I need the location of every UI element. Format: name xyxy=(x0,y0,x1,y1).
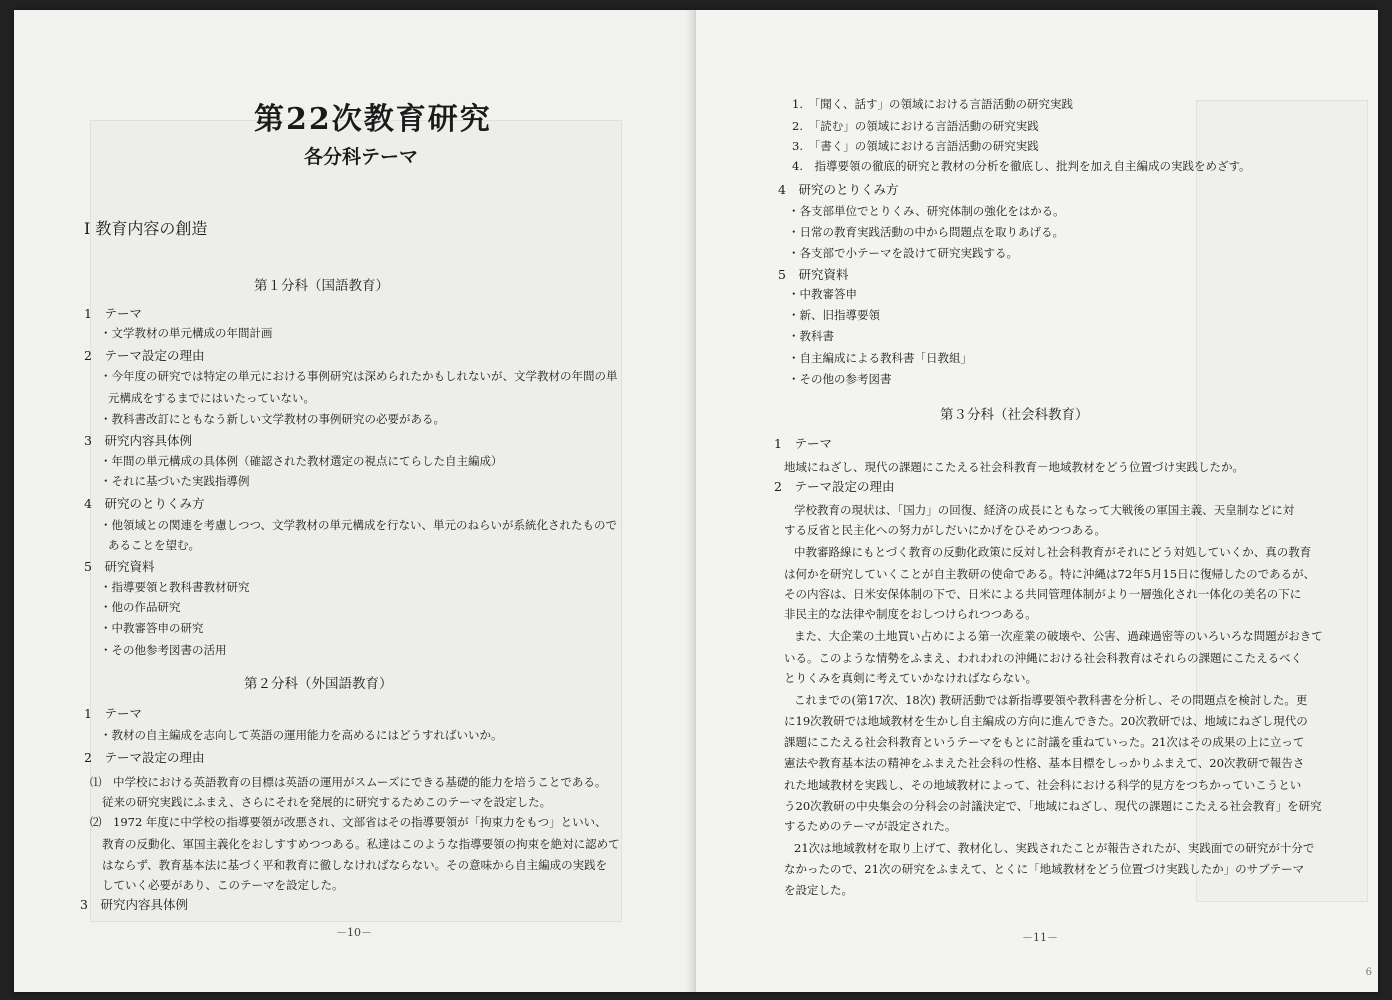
body-line: 非民主的な法律や制度をおしつけられつつある。 xyxy=(784,607,1037,621)
body-line: とりくみを真剣に考えていかなければならない。 xyxy=(784,671,1037,685)
body-line: その内容は、日米安保体制の下で、日米による共同管理体制がより一層強化され一体化の美名の下に xyxy=(784,587,1302,601)
body-line: ・自主編成による教科書「日教組」 xyxy=(788,351,972,365)
section-heading: 1 テーマ xyxy=(774,436,832,451)
left-page xyxy=(14,10,694,992)
body-line: ・新、旧指導要領 xyxy=(788,308,880,322)
body-line: 地域にねざし、現代の課題にこたえる社会科教育－地域教材をどう位置づけ実践したか。 xyxy=(784,460,1244,474)
section-heading: 1 テーマ xyxy=(84,306,142,321)
body-line: 従来の研究実践にふまえ、さらにそれを発展的に研究するためこのテーマを設定した。 xyxy=(102,795,552,809)
section-heading: 3 研究内容具体例 xyxy=(84,433,192,448)
section-heading: 5 研究資料 xyxy=(778,267,849,282)
body-line: していく必要があり、このテーマを設定した。 xyxy=(102,878,344,892)
body-line: 3. 「書く」の領域における言語活動の研究実践 xyxy=(792,139,1039,153)
body-line: ・教科書 xyxy=(788,329,834,343)
right-page xyxy=(696,10,1378,992)
body-line: に19次教研では地域教材を生かし自主編成の方向に進んできた。20次教研では、地域にねざし現代の xyxy=(784,714,1308,728)
book-spread xyxy=(14,10,1378,992)
body-line: ・各支部単位でとりくみ、研究体制の強化をはかる。 xyxy=(788,204,1065,218)
body-line: 教育の反動化、軍国主義化をおしすすめつつある。私達はこのような指導要領の拘束を絶対に認めて xyxy=(102,837,620,851)
body-line: あることを望む。 xyxy=(108,538,200,552)
body-line: する反省と民主化への努力がしだいにかげをひそめつつある。 xyxy=(784,523,1106,537)
page-subtitle: 各分科テーマ xyxy=(304,146,419,168)
page-title: 第22次教育研究 xyxy=(254,102,492,137)
body-line: は何かを研究していくことが自主教研の使命である。特に沖縄は72年5月15日に復帰したのであるが、 xyxy=(784,567,1316,581)
body-line: これまでの(第17次、18次) 教研活動では新指導要領や教科書を分析し、その問題点を検討した。更 xyxy=(794,693,1308,707)
body-line: ・他領域との関連を考慮しつつ、文学教材の単元構成を行ない、単元のねらいが系統化されたもので xyxy=(100,518,618,532)
body-line: はならず、教育基本法に基づく平和教育に徹しなければならない。その意味から自主編成の実践を xyxy=(102,858,608,872)
body-line: 元構成をするまでにはいたっていない。 xyxy=(108,391,315,405)
body-line: ・文学教材の単元構成の年間計画 xyxy=(100,326,273,340)
body-line: ・年間の単元構成の具体例（確認された教材選定の視点にてらした自主編成） xyxy=(100,454,503,468)
body-line: 学校教育の現状は、「国力」の回復、経済の成長にともなって大戦後の軍国主義、天皇制などに対 xyxy=(794,503,1295,517)
body-line: ・他の作品研究 xyxy=(100,600,181,614)
subject-heading-3: 第３分科（社会科教育） xyxy=(940,407,1089,423)
chapter-heading: Ⅰ 教育内容の創造 xyxy=(84,219,208,238)
body-line: ・その他参考図書の活用 xyxy=(100,643,227,657)
section-heading: 3 研究内容具体例 xyxy=(80,897,188,912)
section-heading: 2 テーマ設定の理由 xyxy=(84,750,205,765)
body-line: ・今年度の研究では特定の単元における事例研究は深められたかもしれないが、文学教材の年間の単 xyxy=(100,369,618,383)
body-line: ・指導要領と教科書教材研究 xyxy=(100,580,250,594)
body-line: ⑵ 1972 年度に中学校の指導要領が改悪され、文部省はその指導要領が「拘束力をもつ」といい、 xyxy=(90,815,607,829)
body-line: 1. 「聞く、話す」の領域における言語活動の研究実践 xyxy=(792,97,1073,111)
body-line: また、大企業の土地買い占めによる第一次産業の破壊や、公害、過疎過密等のいろいろな問題がおきて xyxy=(794,629,1323,643)
body-line: れた地域教材を実践し、その地域教材によって、社会科における科学的見方をつちかっていこうとい xyxy=(784,778,1302,792)
body-line: 憲法や教育基本法の精神をふまえた社会科の性格、基本目標をしっかりふまえて、20次教研で報告さ xyxy=(784,756,1305,770)
body-line: ・教科書改訂にともなう新しい文学教材の事例研究の必要がある。 xyxy=(100,412,445,426)
body-line: するためのテーマが設定された。 xyxy=(784,819,957,833)
body-line: 4. 指導要領の徹底的研究と教材の分析を徹底し、批判を加え自主編成の実践をめざす。 xyxy=(792,159,1251,173)
page-number: －10－ xyxy=(336,926,372,939)
section-heading: 2 テーマ設定の理由 xyxy=(84,348,205,363)
body-line: ・日常の教育実践活動の中から問題点を取りあげる。 xyxy=(788,225,1064,239)
body-line: ・中教審答申の研究 xyxy=(100,621,204,635)
subject-heading-2: 第２分科（外国語教育） xyxy=(244,676,393,692)
page-number: －11－ xyxy=(1022,931,1058,944)
corner-mark: 6 xyxy=(1365,967,1372,978)
body-line: う20次教研の中央集会の分科会の討議決定で、「地域にねざし、現代の課題にこたえる社会教育」を研究 xyxy=(784,799,1322,813)
section-heading: 4 研究のとりくみ方 xyxy=(84,496,205,511)
body-line: 21次は地域教材を取り上げて、教材化し、実践されたことが報告されたが、実践面での研究が十分で xyxy=(794,841,1315,855)
body-line: ・中教審答申 xyxy=(788,287,857,301)
body-line: ⑴ 中学校における英語教育の目標は英語の運用がスムーズにできる基礎的能力を培うことである。 xyxy=(90,775,607,789)
body-line: ・その他の参考図書 xyxy=(788,372,892,386)
body-line: ・各支部で小テーマを設けて研究実践する。 xyxy=(788,246,1018,260)
body-line: 2. 「読む」の領域における言語活動の研究実践 xyxy=(792,119,1039,133)
body-line: いる。このような情勢をふまえ、われわれの沖縄における社会科教育はそれらの課題にこたえるべく xyxy=(784,651,1303,665)
body-line: 課題にこたえる社会科教育というテーマをもとに討議を重ねていった。21次はその成果の上に立って xyxy=(784,735,1305,749)
body-line: ・それに基づいた実践指導例 xyxy=(100,474,250,488)
body-line: を設定した。 xyxy=(784,883,853,897)
section-heading: 1 テーマ xyxy=(84,706,142,721)
body-line: なかったので、21次の研究をふまえて、とくに「地域教材をどう位置づけ実践したか」のサブテーマ xyxy=(784,862,1305,876)
section-heading: 4 研究のとりくみ方 xyxy=(778,182,899,197)
section-heading: 5 研究資料 xyxy=(84,559,155,574)
section-heading: 2 テーマ設定の理由 xyxy=(774,479,895,494)
body-line: ・教材の自主編成を志向して英語の運用能力を高めるにはどうすればいいか。 xyxy=(100,728,503,742)
body-line: 中教審路線にもとづく教育の反動化政策に反対し社会科教育がそれにどう対処していくか、真の教育 xyxy=(794,545,1312,559)
subject-heading-1: 第１分科（国語教育） xyxy=(254,278,389,294)
